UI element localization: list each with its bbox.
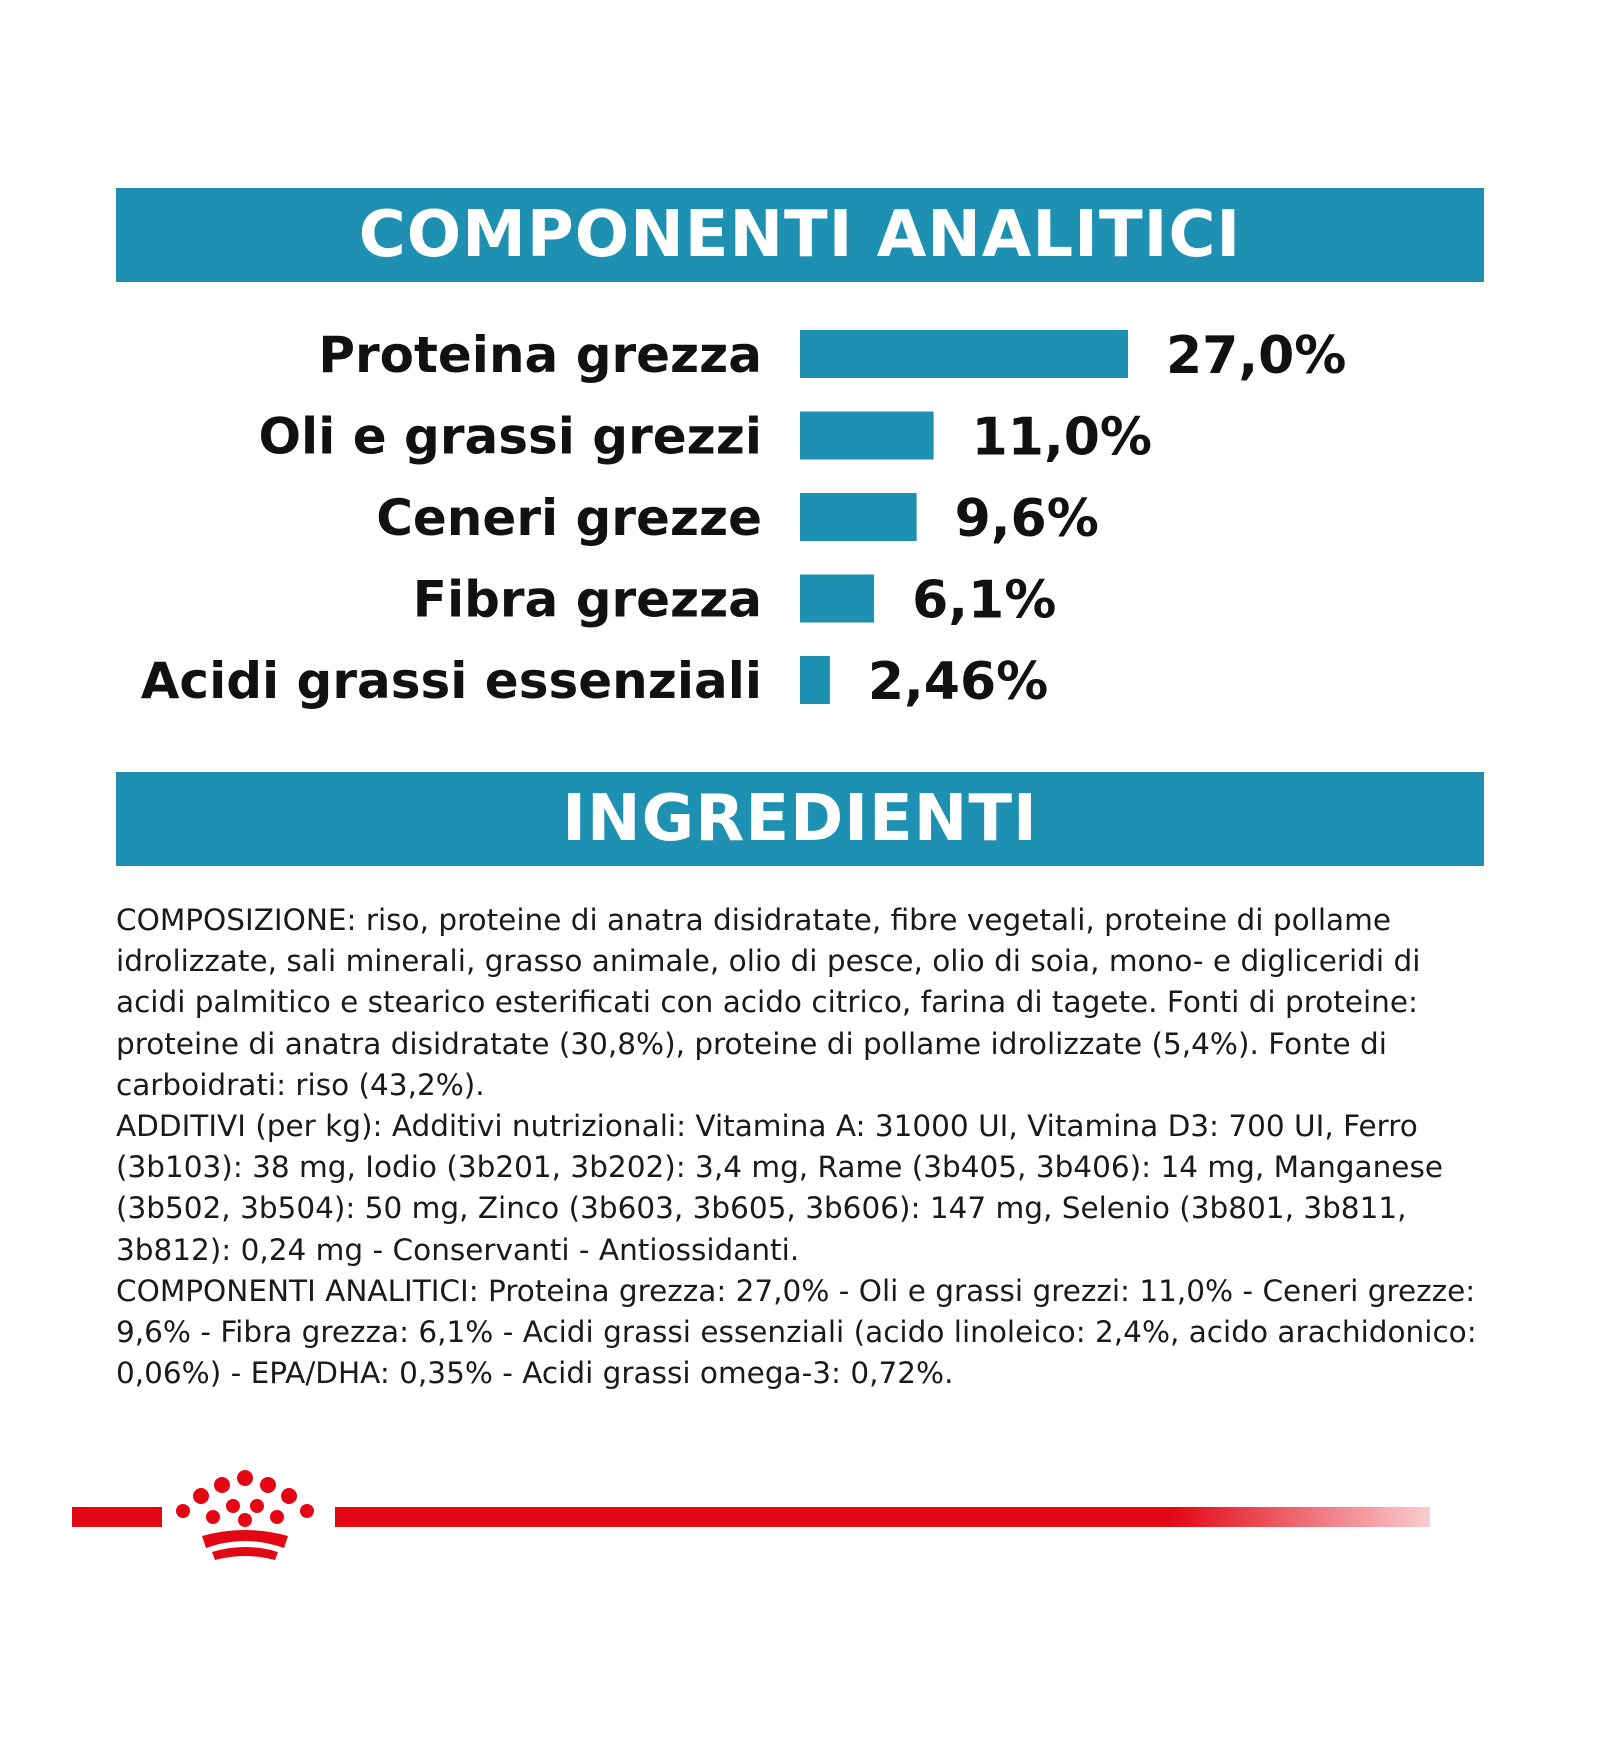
bar-value-label: 11,0% <box>971 407 1153 468</box>
bar <box>800 656 830 704</box>
ingredients-title: INGREDIENTI <box>562 782 1038 856</box>
ingredients-banner <box>116 772 1484 866</box>
ingredients-text <box>116 900 1496 1394</box>
bar <box>800 493 917 541</box>
bar-category-label: Proteina grezza <box>318 326 762 384</box>
analytic-bar-chart <box>0 300 1600 740</box>
brand-line-left <box>72 1507 162 1527</box>
bar <box>800 330 1128 378</box>
bar-value-label: 9,6% <box>954 489 1099 549</box>
brand-line-right <box>335 1507 1430 1527</box>
bar-category-label: Acidi grassi essenziali <box>140 652 762 710</box>
analytic-components-paragraph: COMPONENTI ANALITICI: Proteina grezza: 27,0% - Oli e grassi grezzi: 11,0% - Ceneri grezze: 9,6% - Fibra grezza: 6,1% - Acidi grassi essenziali (acido linoleico: 2,4%, acido arachidonico: 0,06%) - EPA/DHA: 0,35% - Acidi grassi omega-3: 0,72%. <box>116 1273 1477 1391</box>
royal-crown-logo-icon <box>70 1468 1430 1568</box>
analytic-components-banner <box>116 188 1484 282</box>
composition-paragraph: COMPOSIZIONE: riso, proteine di anatra disidratate, fibre vegetali, proteine di pollame idrolizzate, sali minerali, grasso animale, olio di pesce, olio di soia, mono- e digliceridi di acidi palmitico e stearico esterificati con acido citrico, farina di tagete. Fonti di proteine: proteine di anatra disidratate (30,8%), proteine di pollame idrolizzate (5,4%). Fonte di carboidrati: riso (43,2%). <box>116 903 1421 1102</box>
crown-icon <box>176 1470 314 1560</box>
bar-value-label: 6,1% <box>912 570 1057 631</box>
bar-category-label: Ceneri grezze <box>376 489 762 547</box>
analytic-components-title: COMPONENTI ANALITICI <box>358 198 1242 272</box>
bar <box>800 575 874 623</box>
bar <box>800 412 934 460</box>
bar-value-label: 2,46% <box>867 652 1049 712</box>
additives-paragraph: ADDITIVI (per kg): Additivi nutrizionali: Vitamina A: 31000 UI, Vitamina D3: 700 UI, Ferro (3b103): 38 mg, Iodio (3b201, 3b202): 3,4 mg, Rame (3b405, 3b406): 14 mg, Manganese (3b502, 3b504): 50 mg, Zinco (3b603, 3b605, 3b606): 147 mg, Selenio (3b801, 3b811, 3b812): 0,24 mg - Conservanti - Antiossidanti. <box>116 1109 1443 1267</box>
bar-category-label: Oli e grassi grezzi <box>258 407 762 466</box>
bar-value-label: 27,0% <box>1166 326 1347 386</box>
bar-category-label: Fibra grezza <box>412 570 762 629</box>
